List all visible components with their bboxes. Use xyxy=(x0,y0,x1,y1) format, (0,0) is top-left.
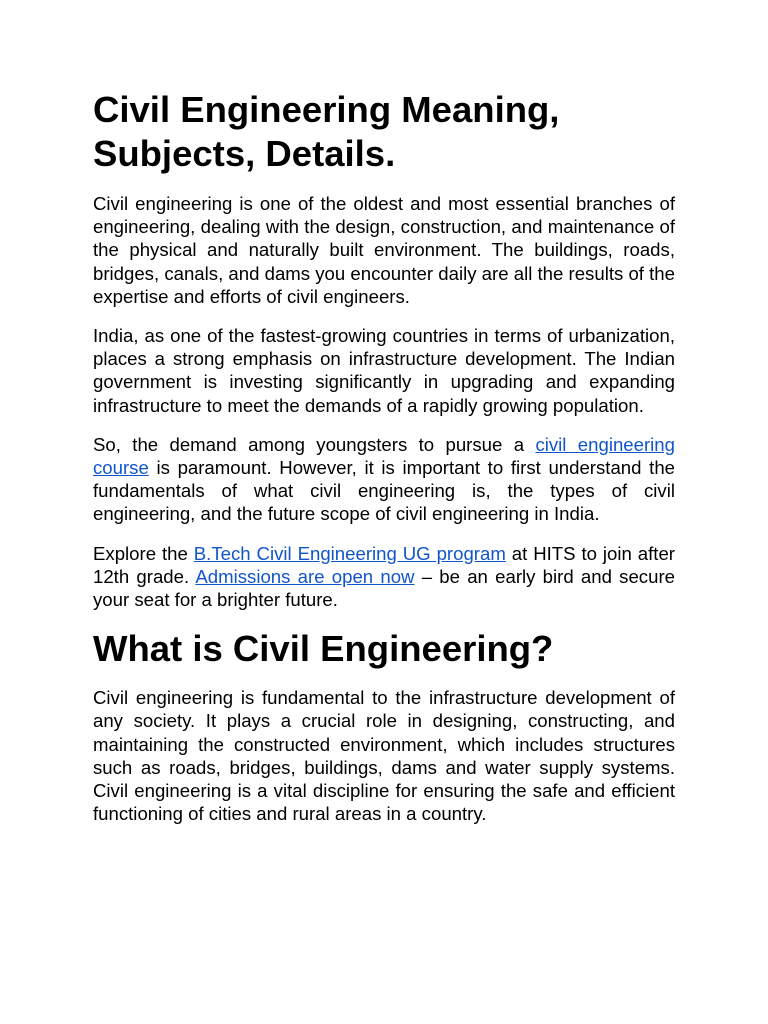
explore-text-after: – be an early bird and secure your seat for a brighter future. xyxy=(93,565,675,611)
explore-text-middle: at HITS to join after 12th grade. xyxy=(93,542,675,587)
demand-paragraph xyxy=(93,433,675,526)
admissions-open-link[interactable]: Admissions are open now xyxy=(195,565,415,587)
document-page xyxy=(93,88,675,841)
page-title: Civil Engineering Meaning, Subjects, Details. xyxy=(93,89,560,174)
india-paragraph: India, as one of the fastest-growing countries in terms of urbanization, places a strong emphasis on infrastructure development. The Indian government is investing significantly in upgrading and expanding infrastructure to meet the demands of a rapidly growing population. xyxy=(93,325,675,416)
explore-text-before: Explore the xyxy=(93,542,194,564)
intro-paragraph: Civil engineering is one of the oldest and most essential branches of engineering, dealing with the design, construction, and maintenance of the physical and naturally built environment. The buildings, roads, bridges, canals, and dams you encounter daily are all the results of the expertise and efforts of civil engineers. xyxy=(93,193,675,307)
section-paragraph: Civil engineering is fundamental to the infrastructure development of any society. It plays a crucial role in designing, constructing, and maintaining the constructed environment, which includes structures such as roads, bridges, buildings, dams and water supply systems. Civil engineering is a vital discipline for ensuring the safe and efficient functioning of cities and rural areas in a country. xyxy=(93,687,675,825)
demand-text-after: is paramount. However, it is important to first understand the fundamentals of what civil engineering is, the types of civil engineering, and the future scope of civil engineering in India. xyxy=(93,457,675,525)
civil-engineering-course-link[interactable]: civil engineering course xyxy=(93,433,675,479)
demand-text-before: So, the demand among youngsters to pursue a xyxy=(93,433,536,455)
section-heading: What is Civil Engineering? xyxy=(93,628,554,670)
btech-program-link[interactable]: B.Tech Civil Engineering UG program xyxy=(193,542,506,564)
explore-paragraph xyxy=(93,542,675,612)
